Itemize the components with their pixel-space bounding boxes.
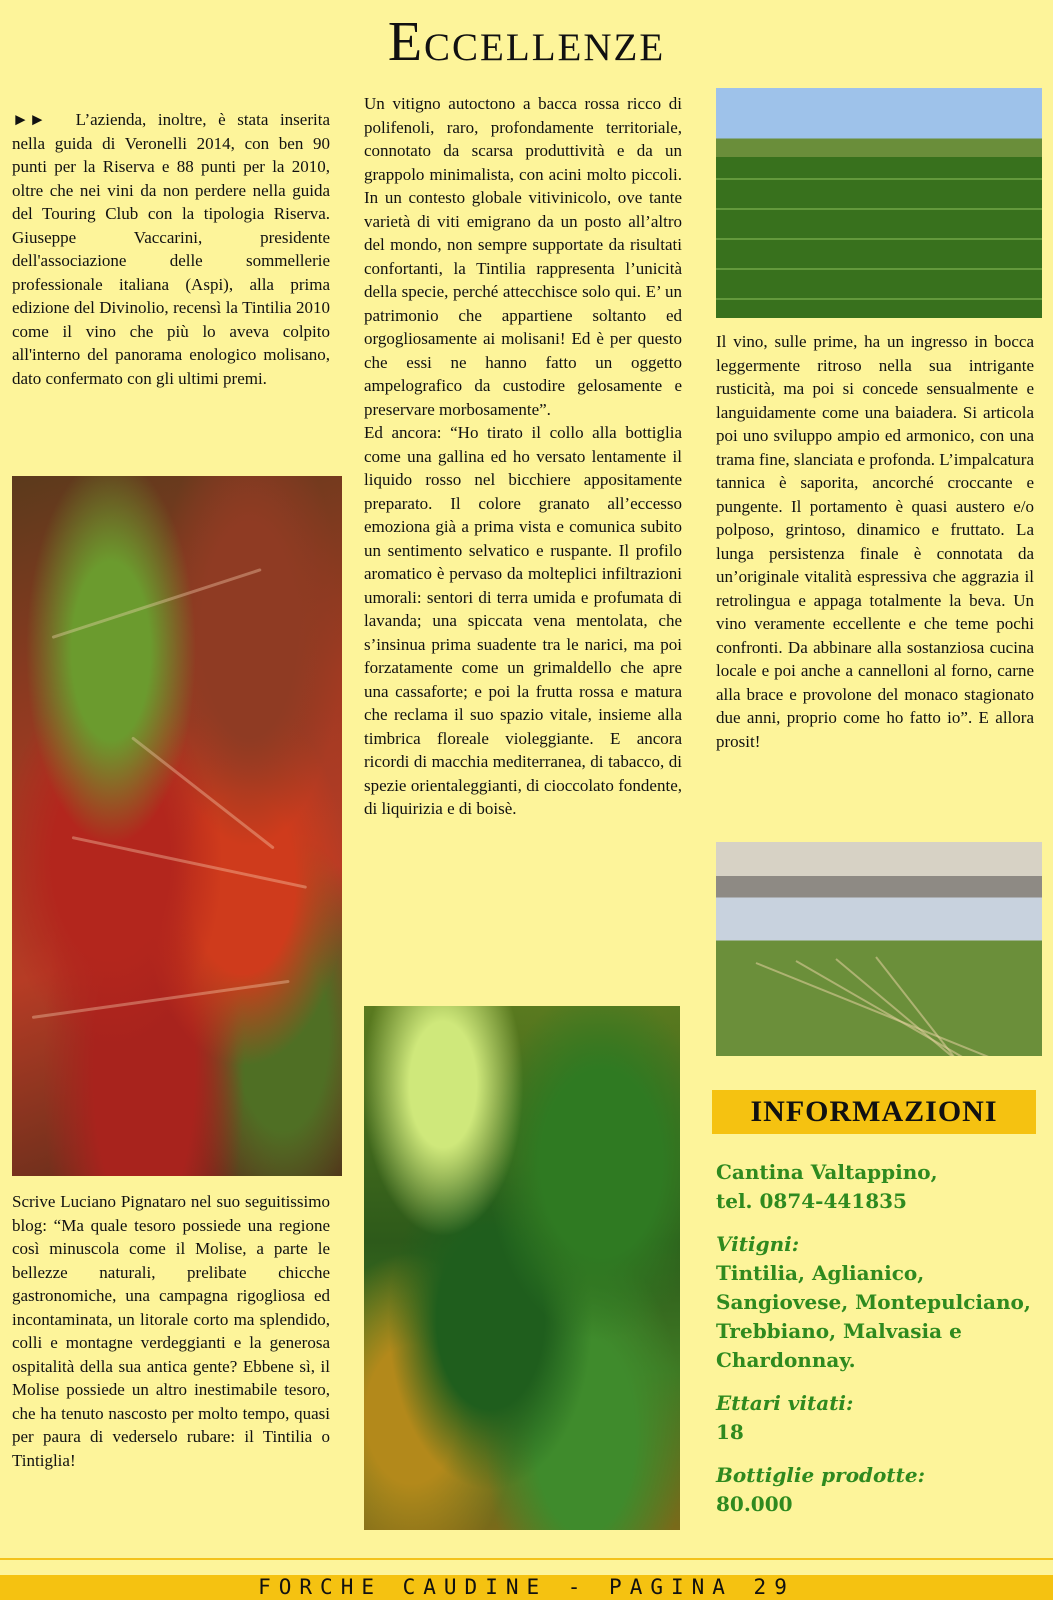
- info-box: [716, 1158, 1042, 1533]
- column3-paragraph: Il vino, sulle prime, ha un ingresso in bocca leggermente ritroso nella sua intrigante rusticità, ma poi si concede sensualmente e languidamente come una baiadera. Si articola poi uno sviluppo ampio ed armonico, con una trama fine, slanciata e profonda. L’impalcatura tannica è saporita, ancorché croccante e pungente. Il portamento è quasi austero e/o polposo, grintoso, dinamico e fruttato. La lunga persistenza finale è connotata da un’originale vitalità espressiva che aggrazia il retrolingua e appaga totalmente la beva. Un vino veramente eccellente e che teme pochi confronti. Da abbinare alla sostanziosa cucina locale e poi anche a cannelloni al forno, carne alla brace e provolone del monaco stagionato due anni, proprio come ho fatto io”. E allora prosit!: [716, 332, 1034, 751]
- page-title: Eccellenze: [387, 11, 666, 73]
- column1-paragraph-top: [12, 108, 330, 390]
- hectares-block: [716, 1389, 1042, 1447]
- page-footer: FORCHE CAUDINE - PAGINA 29: [0, 1575, 1053, 1600]
- grapes-label: Vitigni:: [716, 1232, 800, 1256]
- column3-text: [716, 330, 1034, 753]
- column1-top-body: L’azienda, inoltre, è stata inserita nella guida di Veronelli 2014, con ben 90 punti per la Riserva e 88 punti per la 2010, oltre che nei vini da non perdere nella guida del Touring Club con la tipologia Riserva. Giuseppe Vaccarini, presidente dell'associazione delle sommellerie professionale italiana (Aspi), alla prima edizione del Divinolio, recensì la Tintilia 2010 come il vino che più lo aveva colpito all'interno del panorama enologico molisano, dato confermato con gli ultimi premi.: [12, 110, 330, 388]
- bottles-label: Bottiglie prodotte:: [716, 1463, 925, 1487]
- winery-name: Cantina Valtappino,: [716, 1160, 938, 1184]
- lake-vineyard-photo: [716, 842, 1042, 1056]
- info-header: INFORMAZIONI: [712, 1090, 1036, 1134]
- hectares-value: 18: [716, 1420, 744, 1444]
- green-vine-leaves-photo: [364, 1006, 680, 1530]
- bottles-block: [716, 1461, 1042, 1519]
- arrow-marker-icon: ►►: [12, 110, 46, 129]
- winery-phone: tel. 0874-441835: [716, 1189, 907, 1213]
- column2-paragraph-1: Un vitigno autoctono a bacca rossa ricco di polifenoli, raro, profondamente territoriale, connotato da scarsa produttività e da un grappolo minimalista, con acini molto piccoli. In un contesto globale vitivinicolo, ove tante varietà di viti emigrano da un posto all’altro del mondo, non sempre supportate da risultati confortanti, la Tintilia rappresenta l’unicità della specie, perché attecchisce solo qui. E’ un patrimonio che appartiene soltanto ed orgogliosamente ai molisani! Ed è per questo che essi ne hanno fatto un oggetto ampelografico da custodire gelosamente e preservare morbosamente”.: [364, 94, 682, 419]
- grapes-block: [716, 1230, 1042, 1375]
- winery-block: [716, 1158, 1042, 1216]
- column1-paragraph-bottom: Scrive Luciano Pignataro nel suo seguitissimo blog: “Ma quale tesoro possiede una regione così minuscola come il Molise, a parte le bellezze naturali, prelibate chicche gastronomiche, una campagna rigogliosa ed incontaminata, un litorale corto ma splendido, colli e montagne verdeggianti e la generosa ospitalità della sua antica gente? Ebbene sì, il Molise possiede un altro inestimabile tesoro, che ha tenuto nascosto per molto tempo, quasi per paura di vederselo rubare: il Tintilia o Tintiglia!: [12, 1192, 330, 1470]
- column1-bottom-text: [12, 1190, 330, 1472]
- red-vine-leaves-photo: [12, 476, 342, 1176]
- column2-paragraph-2: Ed ancora: “Ho tirato il collo alla bottiglia come una gallina ed ho versato lentamente il liquido rosso nel bicchiere appositamente preparato. Il colore granato all’eccesso emoziona già a prima vista e comunica subito un sentimento selvatico e ruspante. Il profilo aromatico è pervaso da molteplici infiltrazioni umorali: sentori di terra umida e profumata di lavanda; una spiccata vena mentolata, che s’insinua prima suadente tra le narici, ma poi forzatamente come un grimaldello che apre una cassaforte; e poi la frutta rossa e matura che reclama il suo spazio vitale, insieme alla timbrica floreale violeggiante. E ancora ricordi di macchia mediterranea, di tabacco, di spezie orientaleggianti, di cioccolato fondente, di liquirizia e di boisè.: [364, 423, 682, 818]
- column2-text: [364, 92, 682, 821]
- hectares-label: Ettari vitati:: [716, 1391, 854, 1415]
- vineyard-hills-photo: [716, 88, 1042, 318]
- bottles-value: 80.000: [716, 1492, 793, 1516]
- grapes-value: Tintilia, Aglianico, Sangiovese, Montepulciano, Trebbiano, Malvasia e Chardonnay.: [716, 1261, 1031, 1372]
- footer-divider: [0, 1558, 1053, 1560]
- column1-top-text: [12, 108, 330, 390]
